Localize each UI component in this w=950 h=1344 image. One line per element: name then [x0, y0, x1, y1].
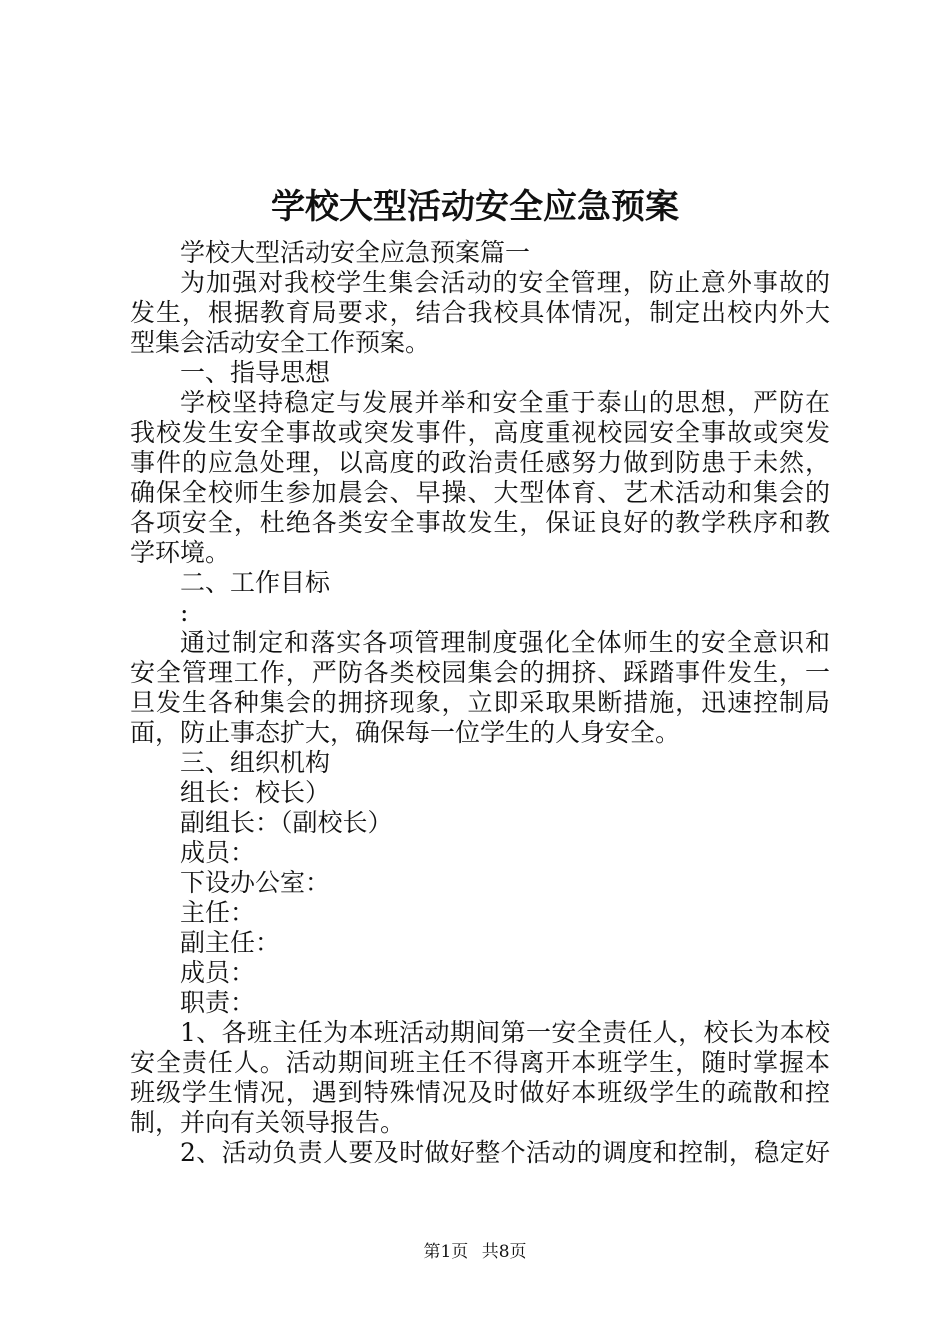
text-line: 一、指导思想 [180, 358, 331, 387]
text-line: : [180, 598, 189, 627]
text-line: 为加强对我校学生集会活动的安全管理，防止意外事故的 [180, 268, 830, 297]
text-line: 安全管理工作，严防各类校园集会的拥挤、踩踏事件发生，一 [130, 658, 830, 687]
text-line: 1、各班主任为本班活动期间第一安全责任人，校长为本校 [180, 1018, 830, 1047]
text-line: 下设办公室： [180, 868, 331, 897]
text-line: 成员： [180, 838, 256, 867]
page-total: 共8页 [481, 1242, 527, 1262]
text-line: 组长：校长） [180, 778, 331, 807]
text-line: 旦发生各种集会的拥挤现象，立即采取果断措施，迅速控制局 [130, 688, 830, 717]
page-footer [0, 1240, 950, 1264]
text-line: 事件的应急处理，以高度的政治责任感努力做到防患于未然， [130, 448, 830, 477]
text-line: 学校坚持稳定与发展并举和安全重于泰山的思想，严防在 [180, 388, 830, 417]
text-line: 确保全校师生参加晨会、早操、大型体育、艺术活动和集会的 [130, 478, 830, 507]
text-line: 学环境。 [130, 538, 231, 567]
text-line: 副组长：（副校长） [180, 808, 393, 837]
text-line: 班级学生情况，遇到特殊情况及时做好本班级学生的疏散和控 [130, 1078, 830, 1107]
text-line: 主任： [180, 898, 256, 927]
text-line: 副主任： [180, 928, 281, 957]
text-line: 通过制定和落实各项管理制度强化全体师生的安全意识和 [180, 628, 830, 657]
text-line: 发生，根据教育局要求，结合我校具体情况，制定出校内外大 [130, 298, 830, 327]
text-line: 三、组织机构 [180, 748, 331, 777]
text-line: 成员： [180, 958, 256, 987]
text-line: 2、活动负责人要及时做好整个活动的调度和控制，稳定好 [180, 1138, 830, 1167]
text-line: 学校大型活动安全应急预案篇一 [180, 238, 531, 267]
text-line: 各项安全，杜绝各类安全事故发生，保证良好的教学秩序和教 [130, 508, 830, 537]
text-line: 安全责任人。活动期间班主任不得离开本班学生，随时掌握本 [130, 1048, 830, 1077]
text-line: 型集会活动安全工作预案。 [130, 328, 431, 357]
text-line: 职责： [180, 988, 256, 1017]
text-line: 面，防止事态扩大，确保每一位学生的人身安全。 [130, 718, 681, 747]
text-line: 二、工作目标 [180, 568, 331, 597]
text-line: 我校发生安全事故或突发事件，高度重视校园安全事故或突发 [130, 418, 830, 447]
page-number: 第1页 [423, 1242, 469, 1262]
text-line: 制，并向有关领导报告。 [130, 1108, 406, 1137]
document-body [130, 238, 830, 1168]
document-title: 学校大型活动安全应急预案 [271, 187, 679, 227]
